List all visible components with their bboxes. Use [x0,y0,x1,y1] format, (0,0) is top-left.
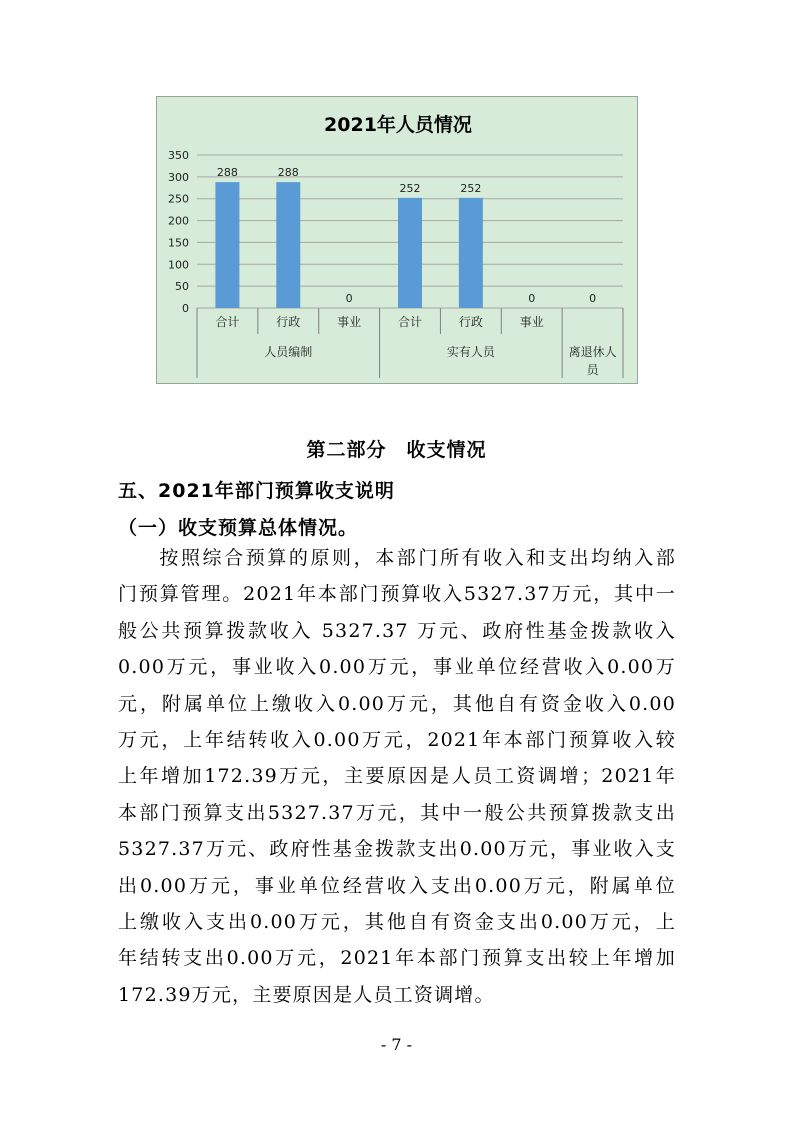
x-category-label: 事业 [519,315,544,329]
x-category-label: 行政 [276,315,301,329]
paragraph-line: 172.39万元，主要原因是人员工资调增。 [118,983,495,1006]
chart-svg [157,97,639,385]
paragraph-line: 元，附属单位上缴收入0.00万元，其他自有资金收入0.00 [118,692,676,715]
x-category-label: 事业 [337,315,362,329]
data-label: 288 [216,166,238,180]
paragraph-line: 本部门预算支出5327.37万元，其中一般公共预算拨款支出 [118,801,676,824]
y-tick-label: 150 [168,236,189,250]
body-paragraph [118,540,676,1013]
page-number: - 7 - [380,1035,413,1054]
paragraph-line: 上缴收入支出0.00万元，其他自有资金支出0.00万元，上 [118,911,676,934]
heading-overall-situation: （一）收支预算总体情况。 [118,517,359,539]
data-label: 288 [277,166,299,180]
x-group-label: 离退休人 [568,345,617,359]
section-title: 第二部分 收支情况 [306,439,487,461]
staffing-chart [156,96,638,384]
paragraph-line: 5327.37万元、政府性基金拨款支出0.00万元，事业收入支 [118,838,676,861]
paragraph-line: 门预算管理。2021年本部门预算收入5327.37万元，其中一 [118,583,676,606]
data-label: 252 [399,181,421,195]
y-tick-label: 50 [175,280,189,294]
y-tick-label: 200 [168,214,189,228]
x-category-label: 行政 [458,315,483,329]
chart-title: 2021年人员情况 [324,114,472,136]
bar [398,198,422,308]
y-tick-label: 100 [168,258,189,272]
paragraph-line: 出0.00万元，事业单位经营收入支出0.00万元，附属单位 [118,874,676,897]
y-tick-label: 250 [168,192,189,206]
x-category-label: 合计 [397,315,423,329]
data-label: 252 [460,181,482,195]
paragraph-line: 般公共预算拨款收入 5327.37 万元、政府性基金拨款收入 [118,619,676,642]
paragraph-line: 上年增加172.39万元，主要原因是人员工资调增；2021年 [118,765,676,788]
x-category-label: 合计 [215,315,240,329]
paragraph-line: 0.00万元，事业收入0.00万元，事业单位经营收入0.00万 [118,656,676,679]
bar-layer [215,182,482,308]
y-tick-label: 0 [182,302,189,315]
x-group-label: 人员编制 [264,345,313,359]
heading-budget-explanation: 五、2021年部门预算收支说明 [118,480,395,502]
paragraph-line: 年结转支出0.00万元，2021年本部门预算支出较上年增加 [118,947,676,970]
paragraph-line: 万元，上年结转收入0.00万元，2021年本部门预算收入较 [118,729,676,752]
data-label: 0 [589,292,597,305]
bar [215,182,239,308]
y-tick-label: 350 [168,149,189,162]
data-label: 0 [528,292,536,305]
paragraph-line: 按照综合预算的原则，本部门所有收入和支出均纳入部 [158,547,676,569]
x-group-label: 实有人员 [446,345,495,359]
y-tick-label: 300 [168,170,189,184]
bar [459,198,483,308]
data-label: 0 [345,292,353,305]
x-group-label: 员 [586,363,599,377]
bar [276,182,300,308]
